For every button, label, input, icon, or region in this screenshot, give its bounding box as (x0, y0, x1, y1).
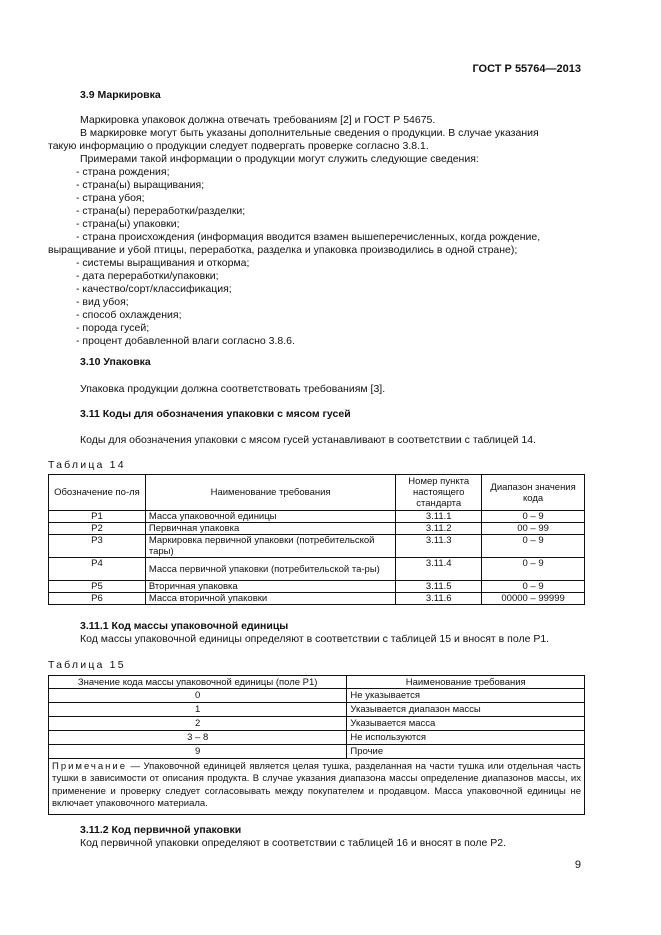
table-cell: Прочие (347, 745, 585, 759)
table-row (49, 731, 585, 745)
table-header-row (49, 475, 585, 511)
section-title-3-10: 3.10 Упаковка (80, 356, 151, 368)
table-cell: 0 – 9 (482, 581, 585, 593)
table-row (49, 581, 585, 593)
list-item: - порода гусей; (76, 322, 150, 334)
paragraph: Код массы упаковочной единицы определяют в соответствии с таблицей 15 и вносят в поле Р1. (80, 633, 550, 645)
table-row (49, 593, 585, 605)
list-item: - способ охлаждения; (76, 309, 182, 321)
table-cell: 2 (49, 717, 347, 731)
table-cell: 0 (49, 689, 347, 703)
list-item: выращивание и убой птицы, переработка, разделка и упаковка производились в одной стране); (48, 244, 518, 256)
column-header: Номер пункта настоящего стандарта (396, 475, 482, 511)
list-item: - страна происхождения (информация вводится взамен вышеперечисленных, когда рождение, (76, 231, 541, 243)
table-row (49, 523, 585, 535)
table-cell: Масса вторичной упаковки (145, 593, 395, 605)
paragraph: такую информацию о продукции следует подвергать проверке согласно 3.8.1. (48, 140, 429, 152)
paragraph: Коды для обозначения упаковки с мясом гусей устанавливают в соответствии с таблицей 14. (80, 434, 537, 446)
column-header: Значение кода массы упаковочной единицы (поле Р1) (49, 676, 347, 689)
list-item: - вид убоя; (76, 296, 129, 308)
table-cell: 3.11.5 (396, 581, 482, 593)
table-cell: 0 – 9 (482, 511, 585, 523)
list-item: - качество/сорт/классификация; (76, 283, 232, 295)
list-item: - дата переработки/упаковки; (76, 270, 219, 282)
list-item: - процент добавленной влаги согласно 3.8.6. (76, 335, 295, 347)
table-header-row (49, 676, 585, 689)
table-cell: 1 (49, 703, 347, 717)
table-caption: Таблица 14 (48, 459, 126, 471)
document-header: ГОСТ Р 55764—2013 (472, 63, 581, 75)
table-row (49, 703, 585, 717)
table-cell: Указывается диапазон массы (347, 703, 585, 717)
table-cell: P3 (49, 535, 146, 558)
table-cell: Масса упаковочной единицы (145, 511, 395, 523)
table-cell: 3.11.1 (396, 511, 482, 523)
section-title-3-11-2: 3.11.2 Код первичной упаковки (80, 824, 242, 836)
table-cell: P6 (49, 593, 146, 605)
list-item: - страна(ы) упаковки; (76, 218, 180, 230)
table-cell: Вторичная упаковка (145, 581, 395, 593)
list-item: - системы выращивания и откорма; (76, 257, 250, 269)
table-cell: Не используются (347, 731, 585, 745)
table-cell: 3 – 8 (49, 731, 347, 745)
list-item: - страна убоя; (76, 192, 145, 204)
table-cell: 3.11.2 (396, 523, 482, 535)
table-cell: 00000 – 99999 (482, 593, 585, 605)
table-14 (48, 474, 585, 605)
section-title-3-9: 3.9 Маркировка (80, 89, 161, 101)
paragraph: Упаковка продукции должна соответствовать требованиям [3]. (80, 383, 386, 395)
column-header: Наименование требования (145, 475, 395, 511)
table-cell: 0 – 9 (482, 558, 585, 581)
list-item: - страна(ы) выращивания; (76, 179, 205, 191)
column-header: Обозначение по-ля (49, 475, 146, 511)
table-cell: P4 (49, 558, 146, 581)
table-cell: 3.11.4 (396, 558, 482, 581)
section-title-3-11-1: 3.11.1 Код массы упаковочной единицы (80, 620, 289, 632)
table-cell: Не указывается (347, 689, 585, 703)
table-15 (48, 675, 585, 815)
column-header: Наименование требования (347, 676, 585, 689)
table-row (49, 745, 585, 759)
note-text: — Упаковочной единицей является целая тушка, разделанная на части тушка или отдельная часть тушки в зависимости от описания продукта. В случае указания диапазона массы определение диапазонов массы, их применение и проверку следует согласовывать между покупателем и продавцом. Масса упаковочной единицы не включает упаковочного материала. (52, 761, 581, 810)
table-cell: 3.11.6 (396, 593, 482, 605)
list-item: - страна рождения; (76, 166, 170, 178)
table-cell: P2 (49, 523, 146, 535)
paragraph: Примерами такой информации о продукции могут служить следующие сведения: (80, 153, 479, 165)
paragraph: В маркировке могут быть указаны дополнительные сведения о продукции. В случае указания (80, 127, 539, 139)
table-row (49, 511, 585, 523)
table-cell: Указывается масса (347, 717, 585, 731)
paragraph: Код первичной упаковки определяют в соответствии с таблицей 16 и вносят в поле Р2. (80, 837, 507, 849)
table-cell: 0 – 9 (482, 535, 585, 558)
table-cell: 3.11.3 (396, 535, 482, 558)
table-cell: Масса первичной упаковки (потребительской та-ры) (145, 558, 395, 581)
table-cell: P5 (49, 581, 146, 593)
table-cell: Маркировка первичной упаковки (потребительской тары) (145, 535, 395, 558)
column-header: Диапазон значения кода (482, 475, 585, 511)
table-caption: Таблица 15 (48, 659, 126, 671)
table-cell: Первичная упаковка (145, 523, 395, 535)
table-row (49, 689, 585, 703)
table-cell: 00 – 99 (482, 523, 585, 535)
section-title-3-11: 3.11 Коды для обозначения упаковки с мясом гусей (80, 408, 351, 420)
list-item: - страна(ы) переработки/разделки; (76, 205, 246, 217)
table-row (49, 717, 585, 731)
table-cell: 9 (49, 745, 347, 759)
table-cell: P1 (49, 511, 146, 523)
note-label: Примечание (52, 761, 127, 772)
table-note (49, 759, 585, 815)
table-row (49, 558, 585, 581)
page-number: 9 (574, 859, 581, 871)
paragraph: Маркировка упаковок должна отвечать требованиям [2] и ГОСТ Р 54675. (80, 114, 436, 126)
table-note-row (49, 759, 585, 815)
table-row (49, 535, 585, 558)
